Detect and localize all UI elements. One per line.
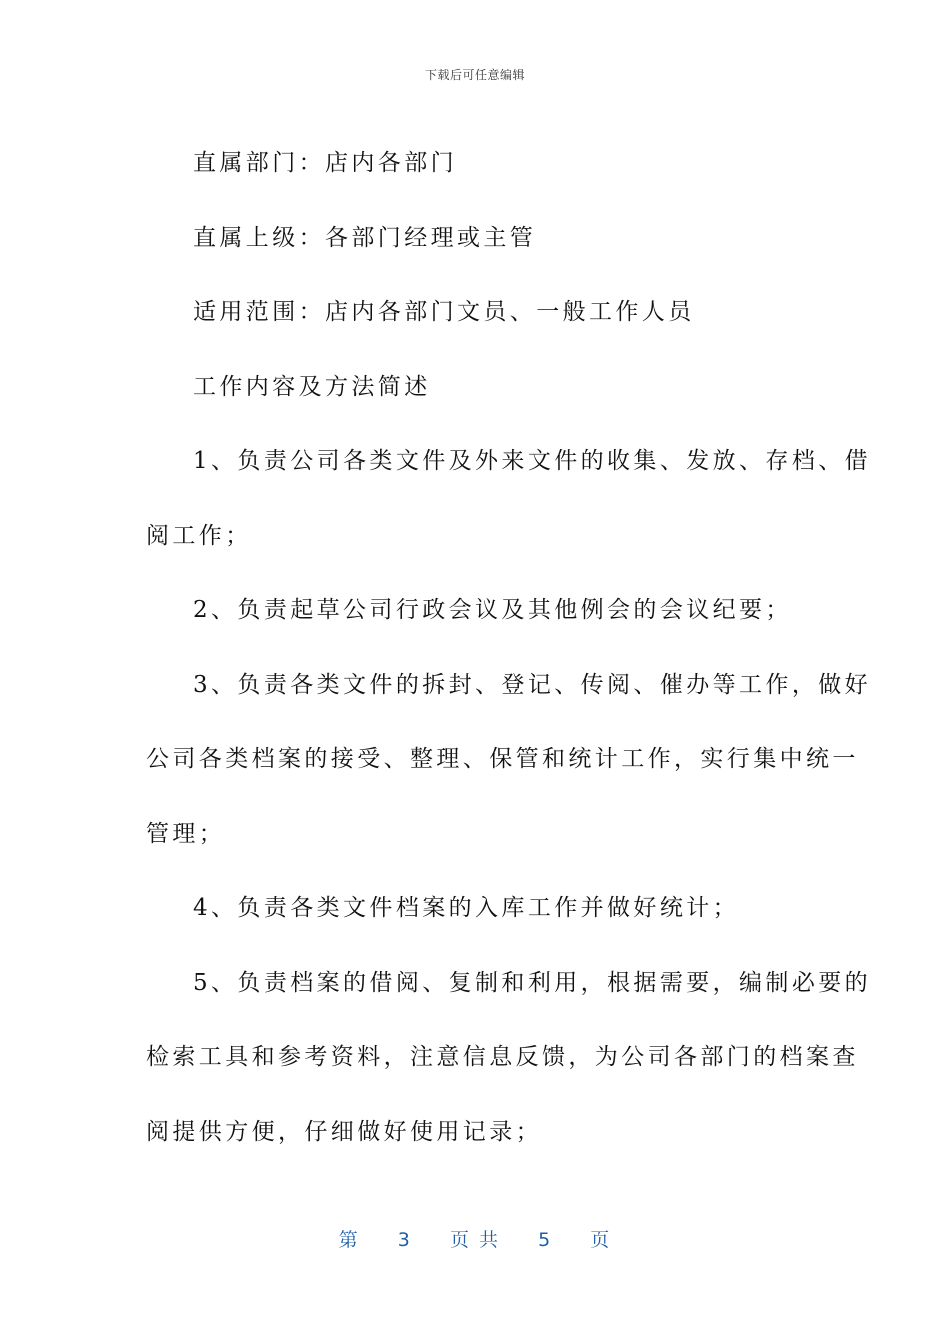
footer-suffix: 页 [590,1229,612,1251]
header-note: 下载后可任意编辑 [424,68,525,82]
paragraph-line: 阅工作； [146,522,252,549]
paragraph-line: 检索工具和参考资料，注意信息反馈，为公司各部门的档案查 [146,1044,859,1070]
paragraph-line: 5、负责档案的借阅、复制和利用，根据需要，编制必要的 [193,969,872,996]
document-body [146,126,872,1169]
footer-middle: 页 共 [449,1229,501,1251]
paragraph-line: 管理； [146,820,226,847]
total-pages-number: 5 [538,1229,553,1251]
current-page-number: 3 [397,1229,412,1251]
paragraph-line: 直属部门：店内各部门 [193,150,457,176]
paragraph-line: 直属上级：各部门经理或主管 [193,224,537,251]
paragraph-line: 适用范围：店内各部门文员、一般工作人员 [193,299,695,325]
page-number-footer [0,1225,950,1252]
paragraph-line: 2、负责起草公司行政会议及其他例会的会议纪要； [193,597,792,623]
paragraph-line: 阅提供方便，仔细做好使用记录； [146,1118,542,1145]
paragraph-line: 公司各类档案的接受、整理、保管和统计工作，实行集中统一 [146,746,859,772]
paragraph-line: 3、负责各类文件的拆封、登记、传阅、催办等工作，做好 [193,671,872,698]
section-heading: 工作内容及方法简述 [193,373,431,400]
paragraph-line: 1、负责公司各类文件及外来文件的收集、发放、存档、借 [193,448,872,474]
footer-prefix: 第 [338,1229,360,1251]
paragraph-line: 4、负责各类文件档案的入库工作并做好统计； [193,895,740,921]
